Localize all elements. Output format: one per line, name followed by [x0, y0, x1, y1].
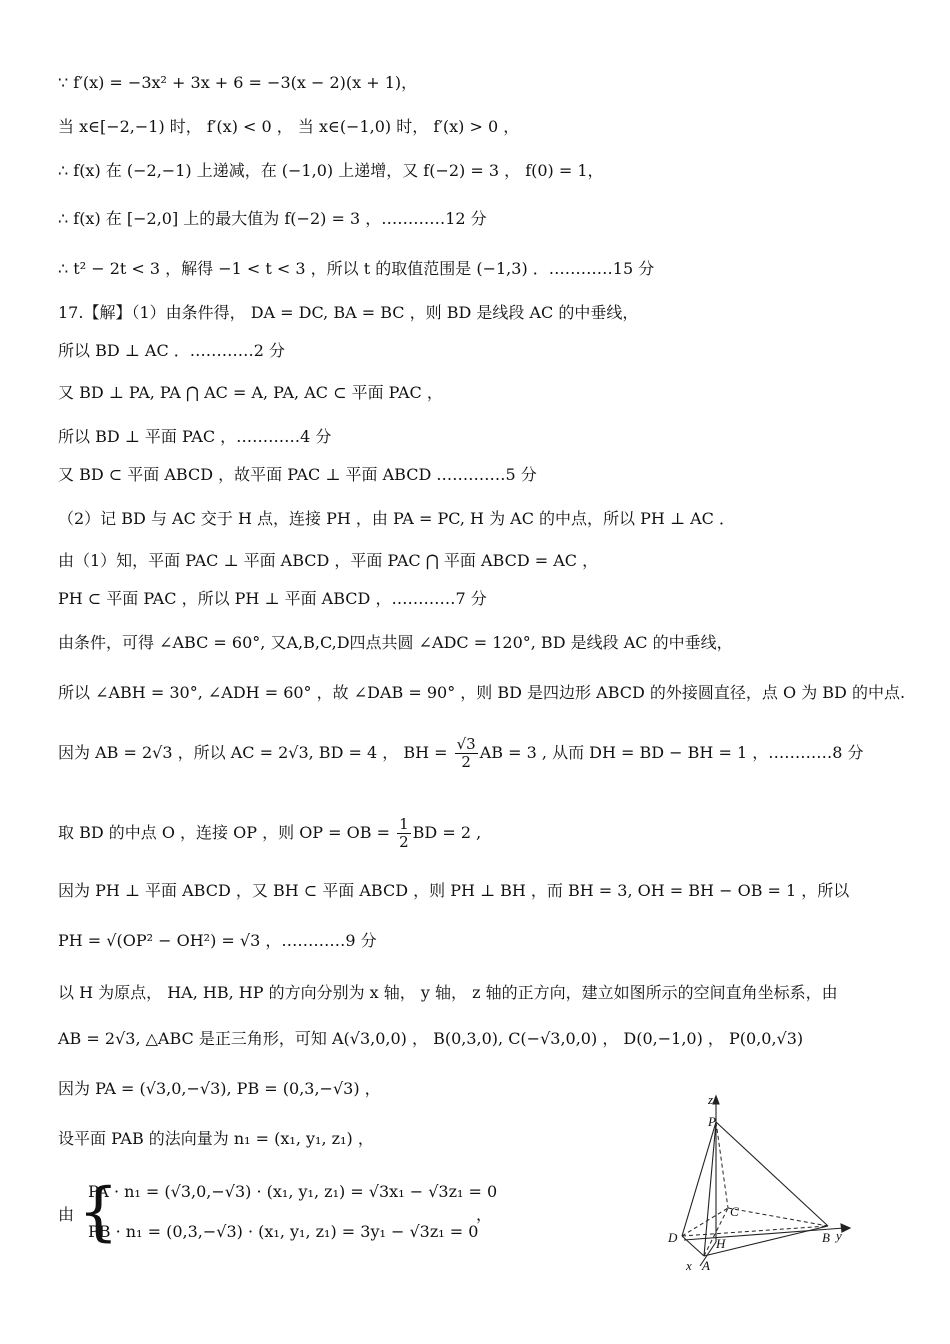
- label-p: P: [708, 1114, 716, 1129]
- label-z: z: [708, 1092, 714, 1107]
- left-brace: {: [78, 1175, 119, 1249]
- line-monotonic: ∴ f(x) 在 (−2,−1) 上递减，在 (−1,0) 上递增，又 f(−2) = 3 ， f(0) = 1，: [58, 161, 604, 180]
- line-from-1: 由（1）知，平面 PAC ⊥ 平面 ABCD ，平面 PAC ⋂ 平面 ABCD = AC ，: [58, 551, 599, 570]
- line-ph-bh: 因为 PH ⊥ 平面 ABCD ，又 BH ⊂ 平面 ABCD ，则 PH ⊥ BH ，而 BH = 3, OH = BH − OB = 1 ，所以: [58, 881, 850, 900]
- pyramid-figure: [660, 1092, 860, 1272]
- label-a: A: [702, 1258, 710, 1272]
- line-coordinates: AB = 2√3, △ABC 是正三角形，可知 A(√3,0,0) ， B(0,3,0), C(−√3,0,0) ， D(0,−1,0) ， P(0,0,√3): [58, 1029, 804, 1048]
- equation-system: [58, 1175, 498, 1249]
- fraction-one-half: [397, 816, 411, 851]
- line-17-2: （2）记 BD 与 AC 交于 H 点，连接 PH ，由 PA = PC, H 为 AC 的中点，所以 PH ⊥ AC ．: [58, 509, 735, 528]
- y-arrow: [841, 1224, 850, 1232]
- midpoint-tail: BD = 2 ,: [412, 823, 482, 842]
- system-prefix: 由: [58, 1205, 75, 1224]
- line-normal-vector: 设平面 PAB 的法向量为 n₁ = (x₁, y₁, z₁) ，: [58, 1129, 374, 1148]
- line-vectors: 因为 PA = (√3,0,−√3), PB = (0,3,−√3) ，: [58, 1079, 381, 1098]
- line-bd-perp-ac: 所以 BD ⊥ AC ．…………2 分: [58, 341, 286, 360]
- line-ph-length: PH = √(OP² − OH²) = √3 ，…………9 分: [58, 931, 377, 950]
- frac-den: 2: [461, 753, 471, 771]
- lengths-text: 因为 AB = 2√3 ，所以 AC = 2√3, BD = 4 ， BH =: [58, 743, 453, 762]
- line-17-1: 17.【解】（1）由条件得， DA = DC, BA = BC ，则 BD 是线段 AC 的中垂线，: [58, 303, 639, 322]
- line-lengths: [58, 736, 864, 771]
- z-arrow: [713, 1096, 719, 1104]
- label-d: D: [668, 1230, 678, 1245]
- line-plane-perp: 又 BD ⊂ 平面 ABCD ，故平面 PAC ⊥ 平面 ABCD .…………5 分: [58, 465, 537, 484]
- label-h: H: [716, 1236, 726, 1251]
- line-coordinate-system: 以 H 为原点， HA, HB, HP 的方向分别为 x 轴， y 轴， z 轴的正方向，建立如图所示的空间直角坐标系，由: [58, 983, 838, 1002]
- frac-den: 2: [399, 833, 409, 851]
- line-midpoint-o: [58, 816, 481, 851]
- edge-cb: [728, 1208, 828, 1226]
- line-diameter: 所以 ∠ABH = 30°, ∠ADH = 60° ，故 ∠DAB = 90° ，则 BD 是四边形 ABCD 的外接圆直径，点 O 为 BD 的中点.: [58, 683, 906, 702]
- line-t-range: ∴ t² − 2t < 3 ，解得 −1 < t < 3 ，所以 t 的取值范围是 (−1,3) ．…………15 分: [58, 259, 655, 278]
- line-sign: 当 x∈[−2,−1) 时， f′(x) < 0 ， 当 x∈(−1,0) 时， f′(x) > 0 ，: [58, 117, 520, 136]
- line-angles: 由条件，可得 ∠ABC = 60°, 又A,B,C,D四点共圆 ∠ADC = 120°, BD 是线段 AC 的中垂线，: [58, 633, 733, 652]
- frac-num: 1: [399, 815, 409, 833]
- y-axis: [684, 1228, 844, 1240]
- edge-pc: [716, 1122, 728, 1208]
- label-y: y: [836, 1228, 842, 1243]
- label-b: B: [822, 1230, 830, 1245]
- line-ph-perp: PH ⊂ 平面 PAC ，所以 PH ⊥ 平面 ABCD ，…………7 分: [58, 589, 487, 608]
- line-max: ∴ f(x) 在 [−2,0] 上的最大值为 f(−2) = 3 ，…………12 分: [58, 209, 487, 228]
- frac-num: √3: [456, 735, 476, 753]
- system-eq1: PA · n₁ = (√3,0,−√3) · (x₁, y₁, z₁) = √3x₁ − √3z₁ = 0: [88, 1182, 498, 1201]
- system-eq2: PB · n₁ = (0,3,−√3) · (x₁, y₁, z₁) = 3y₁ − √3z₁ = 0: [88, 1222, 479, 1241]
- line-bd-perp-pa: 又 BD ⊥ PA, PA ⋂ AC = A, PA, AC ⊂ 平面 PAC ，: [58, 383, 443, 402]
- lengths-tail: AB = 3 , 从而 DH = BD − BH = 1 ，…………8 分: [479, 743, 864, 762]
- label-x: x: [686, 1258, 692, 1272]
- system-suffix: ，: [476, 1205, 493, 1224]
- label-c: C: [730, 1204, 739, 1219]
- fraction-sqrt3-over-2: [455, 736, 478, 771]
- line-derivative: ∵ f′(x) = −3x² + 3x + 6 = −3(x − 2)(x + 1)，: [58, 73, 418, 92]
- midpoint-text: 取 BD 的中点 O ，连接 OP ，则 OP = OB =: [58, 823, 396, 842]
- line-bd-perp-pac: 所以 BD ⊥ 平面 PAC ，…………4 分: [58, 427, 332, 446]
